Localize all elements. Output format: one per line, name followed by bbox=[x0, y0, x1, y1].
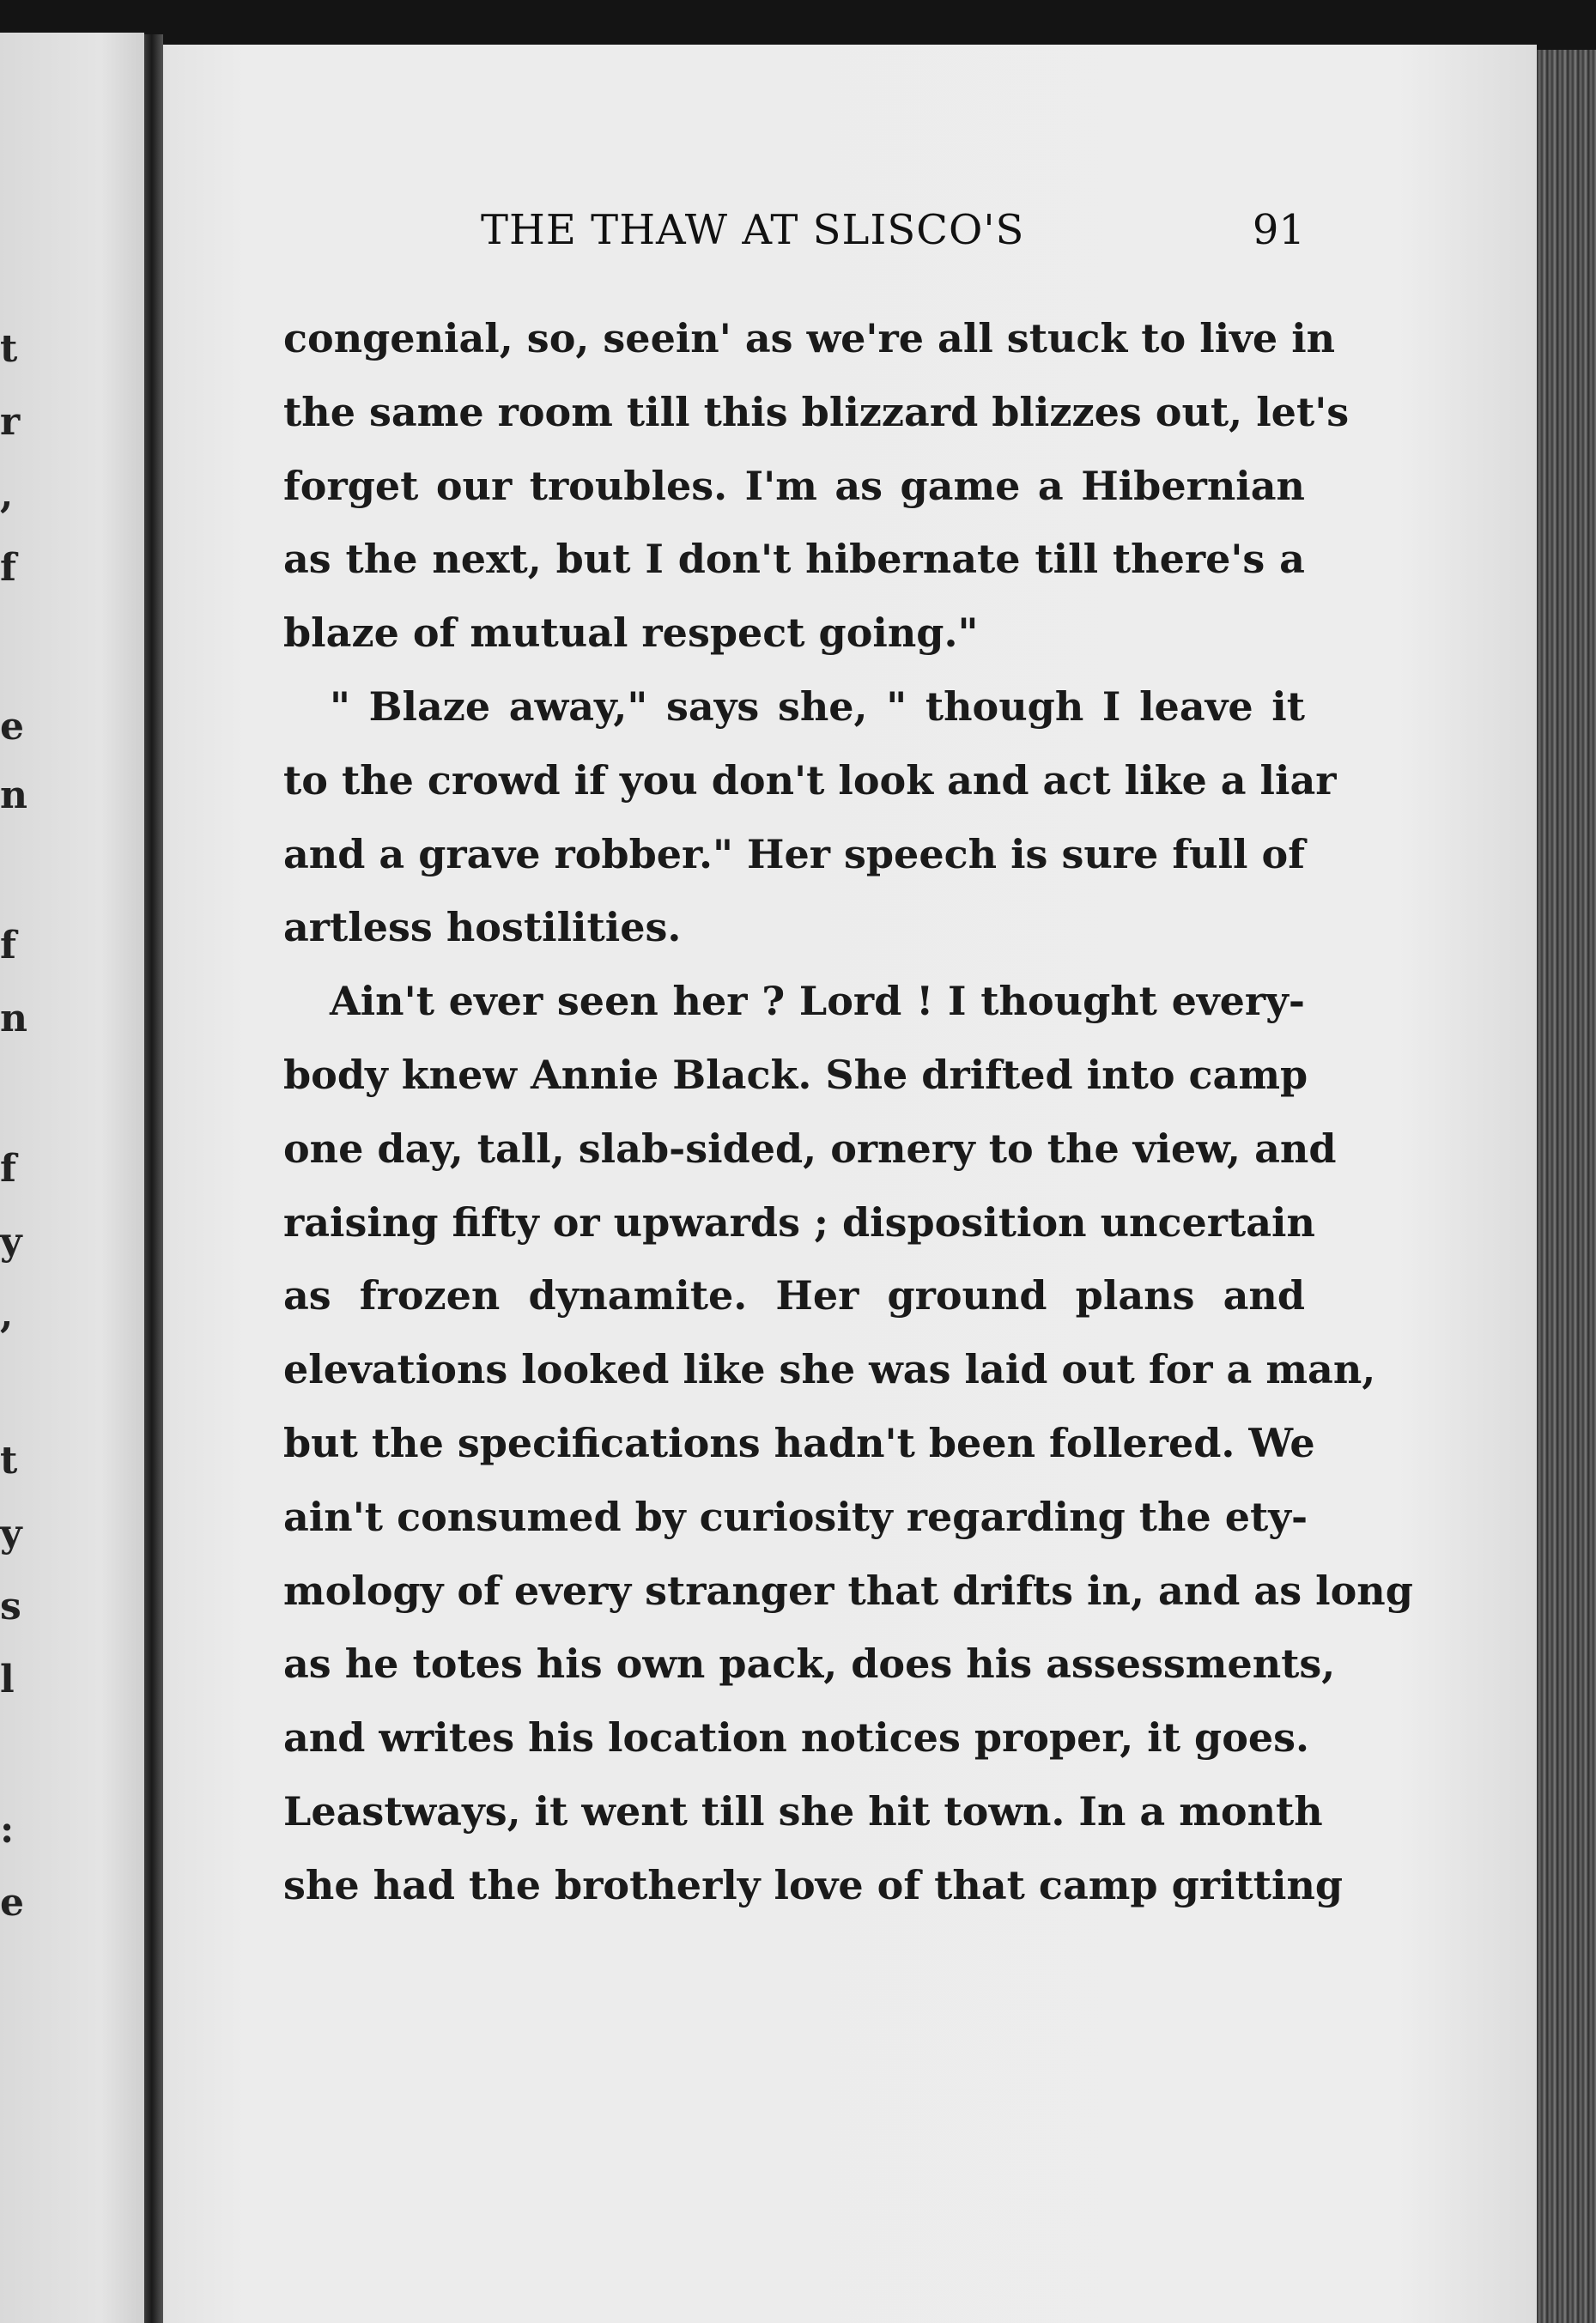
text-line: blaze of mutual respect going." bbox=[283, 610, 979, 657]
left-facing-page bbox=[0, 33, 144, 2323]
text-line: Ain't ever seen her ? Lord ! I thought every- bbox=[330, 978, 1305, 1025]
paragraph bbox=[283, 965, 1413, 1922]
left-page-char: f bbox=[0, 1147, 16, 1191]
text-line: elevations looked like she was laid out for a man, bbox=[283, 1346, 1376, 1393]
left-page-char: e bbox=[0, 705, 24, 749]
text-line: mology of every stranger that drifts in, and as long bbox=[283, 1567, 1413, 1614]
left-page-char: e bbox=[0, 1881, 24, 1925]
text-line: forget our troubles. I'm as game a Hibernian bbox=[283, 462, 1305, 509]
text-line: as he totes his own pack, does his assessments, bbox=[283, 1641, 1336, 1688]
text-line: as frozen dynamite. Her ground plans and bbox=[283, 1272, 1305, 1319]
body-text bbox=[283, 302, 1413, 1923]
paragraph bbox=[283, 302, 1350, 670]
text-line: and writes his location notices proper, it goes. bbox=[283, 1714, 1310, 1762]
left-page-char: y bbox=[0, 1512, 22, 1556]
left-page-char: , bbox=[0, 1293, 14, 1337]
running-title: THE THAW AT SLISCO'S bbox=[481, 206, 1025, 254]
text-line: congenial, so, seein' as we're all stuck to live in bbox=[283, 315, 1336, 361]
text-line: and a grave robber." Her speech is sure full of bbox=[283, 830, 1305, 877]
text-line: she had the brotherly love of that camp gritting bbox=[283, 1861, 1344, 1908]
left-page-char: t bbox=[0, 327, 18, 371]
text-line: artless hostilities. bbox=[283, 904, 682, 951]
left-page-char: , bbox=[0, 473, 14, 517]
left-page-char: t bbox=[0, 1439, 18, 1483]
text-line: the same room till this blizzard blizzes out, let's bbox=[283, 388, 1350, 435]
left-page-char: r bbox=[0, 400, 21, 444]
text-line: to the crowd if you don't look and act like a liar bbox=[283, 756, 1337, 804]
text-line: ain't consumed by curiosity regarding the ety- bbox=[283, 1493, 1308, 1540]
text-line: as the next, but I don't hibernate till there's a bbox=[283, 536, 1305, 583]
page-number: 91 bbox=[1252, 206, 1305, 254]
text-line: " Blaze away," says she, " though I leave it bbox=[330, 682, 1305, 730]
text-line: but the specifications hadn't been follered. We bbox=[283, 1419, 1315, 1466]
page-header bbox=[283, 206, 1305, 266]
text-line: Leastways, it went till she hit town. In a month bbox=[283, 1787, 1323, 1835]
left-page-char: s bbox=[0, 1585, 21, 1629]
left-page-char: f bbox=[0, 924, 16, 967]
left-page-char: f bbox=[0, 546, 16, 590]
paragraph bbox=[283, 670, 1337, 965]
left-page-char: l bbox=[0, 1658, 15, 1701]
left-page-char: n bbox=[0, 997, 27, 1040]
left-page-char: y bbox=[0, 1220, 22, 1264]
text-line: body knew Annie Black. She drifted into camp bbox=[283, 1051, 1308, 1098]
page-edges bbox=[1537, 50, 1596, 2323]
book-gutter bbox=[144, 34, 163, 2323]
text-line: one day, tall, slab-sided, ornery to the view, and bbox=[283, 1125, 1337, 1172]
text-line: raising fifty or upwards ; disposition uncertain bbox=[283, 1198, 1315, 1246]
left-page-char: n bbox=[0, 773, 27, 817]
left-page-char: : bbox=[0, 1808, 15, 1852]
